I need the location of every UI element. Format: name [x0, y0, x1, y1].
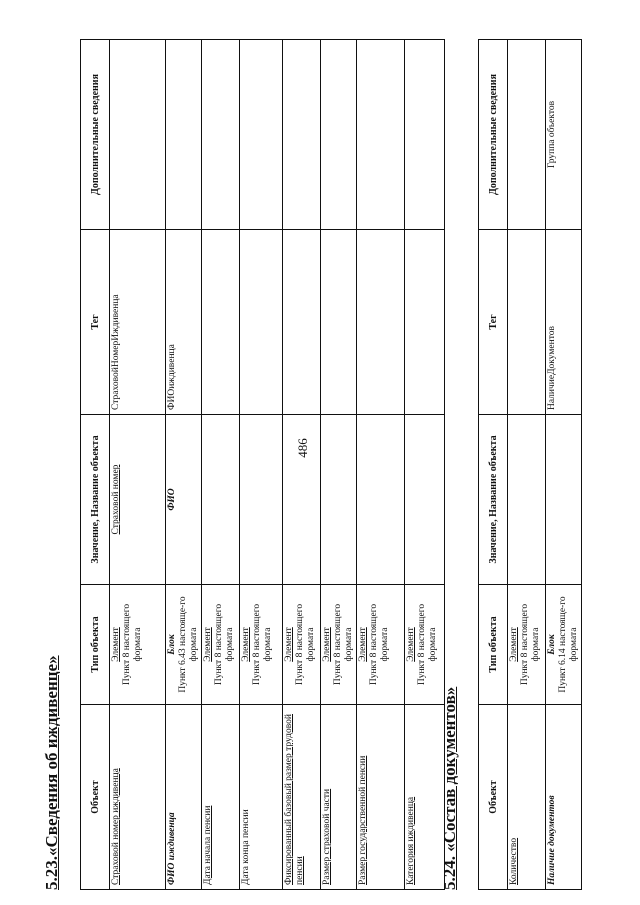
header-tag: Тег	[81, 230, 110, 415]
dependent-info-table	[80, 39, 445, 890]
type-cell: Блок Пункт 6.14 настояще-го формата	[546, 585, 582, 705]
type-cell: Элемент Пункт 8 настоящего формата	[508, 585, 546, 705]
value-cell: ФИО	[166, 415, 202, 585]
tag-cell	[283, 230, 321, 415]
value-cell	[283, 415, 321, 585]
table-header-row	[81, 40, 110, 890]
object-cell: Размер страховой части	[321, 705, 357, 890]
header-extra: Дополнительные сведения	[479, 40, 508, 230]
table-row	[240, 40, 283, 890]
extra-cell	[240, 40, 283, 230]
object-cell: Дата начала пенсии	[202, 705, 240, 890]
tag-cell	[240, 230, 283, 415]
tag-cell	[321, 230, 357, 415]
type-cell: Элемент Пункт 8 настоящего формата	[110, 585, 166, 705]
header-type: Тип объекта	[81, 585, 110, 705]
tag-cell: ФИОиждивенца	[166, 230, 202, 415]
header-value: Значение, Название объекта	[479, 415, 508, 585]
table-header-row	[479, 40, 508, 890]
tag-cell	[357, 230, 405, 415]
table-row	[508, 40, 546, 890]
type-cell: Элемент Пункт 8 настоящего формата	[283, 585, 321, 705]
type-cell: Элемент Пункт 8 настоящего формата	[202, 585, 240, 705]
page-number: 486	[294, 438, 310, 458]
extra-cell	[166, 40, 202, 230]
tag-cell: СтраховойНомерИждивенца	[110, 230, 166, 415]
header-object: Объект	[81, 705, 110, 890]
type-cell: Элемент Пункт 8 настоящего формата	[240, 585, 283, 705]
table-row	[321, 40, 357, 890]
header-type: Тип объекта	[479, 585, 508, 705]
header-extra: Дополнительные сведения	[81, 40, 110, 230]
value-cell: Страховой номер	[110, 415, 166, 585]
value-cell	[357, 415, 405, 585]
value-cell	[240, 415, 283, 585]
section-documents	[438, 40, 594, 890]
header-object: Объект	[479, 705, 508, 890]
table-row	[283, 40, 321, 890]
type-cell: Элемент Пункт 8 настоящего формата	[321, 585, 357, 705]
table-row	[546, 40, 582, 890]
section-dependent-info	[40, 40, 438, 890]
header-value: Значение, Название объекта	[81, 415, 110, 585]
value-cell	[546, 415, 582, 585]
section-title: 5.23.«Сведения об иждивенце»	[42, 655, 61, 890]
extra-cell: Группа объектов	[546, 40, 582, 230]
documents-table	[478, 39, 582, 890]
table-row	[202, 40, 240, 890]
type-cell: Элемент Пункт 8 настоящего формата	[357, 585, 405, 705]
object-cell: Категория иждивенца	[405, 705, 445, 890]
value-cell	[321, 415, 357, 585]
object-cell: Размер государственной пенсии	[357, 705, 405, 890]
object-cell: Фиксированный базовый размер трудовой пенсии	[283, 705, 321, 890]
object-cell: Страховой номер иждивенца	[110, 705, 166, 890]
type-cell: Блок Пункт 6.43 настояще-го формата	[166, 585, 202, 705]
object-cell: Дата конца пенсии	[240, 705, 283, 890]
value-cell	[508, 415, 546, 585]
extra-cell	[357, 40, 405, 230]
object-cell: Наличие документов	[546, 705, 582, 890]
tag-cell	[508, 230, 546, 415]
table-row	[166, 40, 202, 890]
type-cell: Элемент Пункт 8 настоящего формата	[405, 585, 445, 705]
value-cell	[202, 415, 240, 585]
table-row	[357, 40, 405, 890]
extra-cell	[508, 40, 546, 230]
extra-cell	[202, 40, 240, 230]
header-tag: Тег	[479, 230, 508, 415]
tag-cell	[202, 230, 240, 415]
section-title: 5.24. «Состав документов»	[440, 686, 459, 890]
tag-cell: НаличиеДокументов	[546, 230, 582, 415]
object-cell: ФИО иждивенца	[166, 705, 202, 890]
table-row	[110, 40, 166, 890]
extra-cell	[321, 40, 357, 230]
object-cell: Количество	[508, 705, 546, 890]
extra-cell	[283, 40, 321, 230]
extra-cell	[110, 40, 166, 230]
